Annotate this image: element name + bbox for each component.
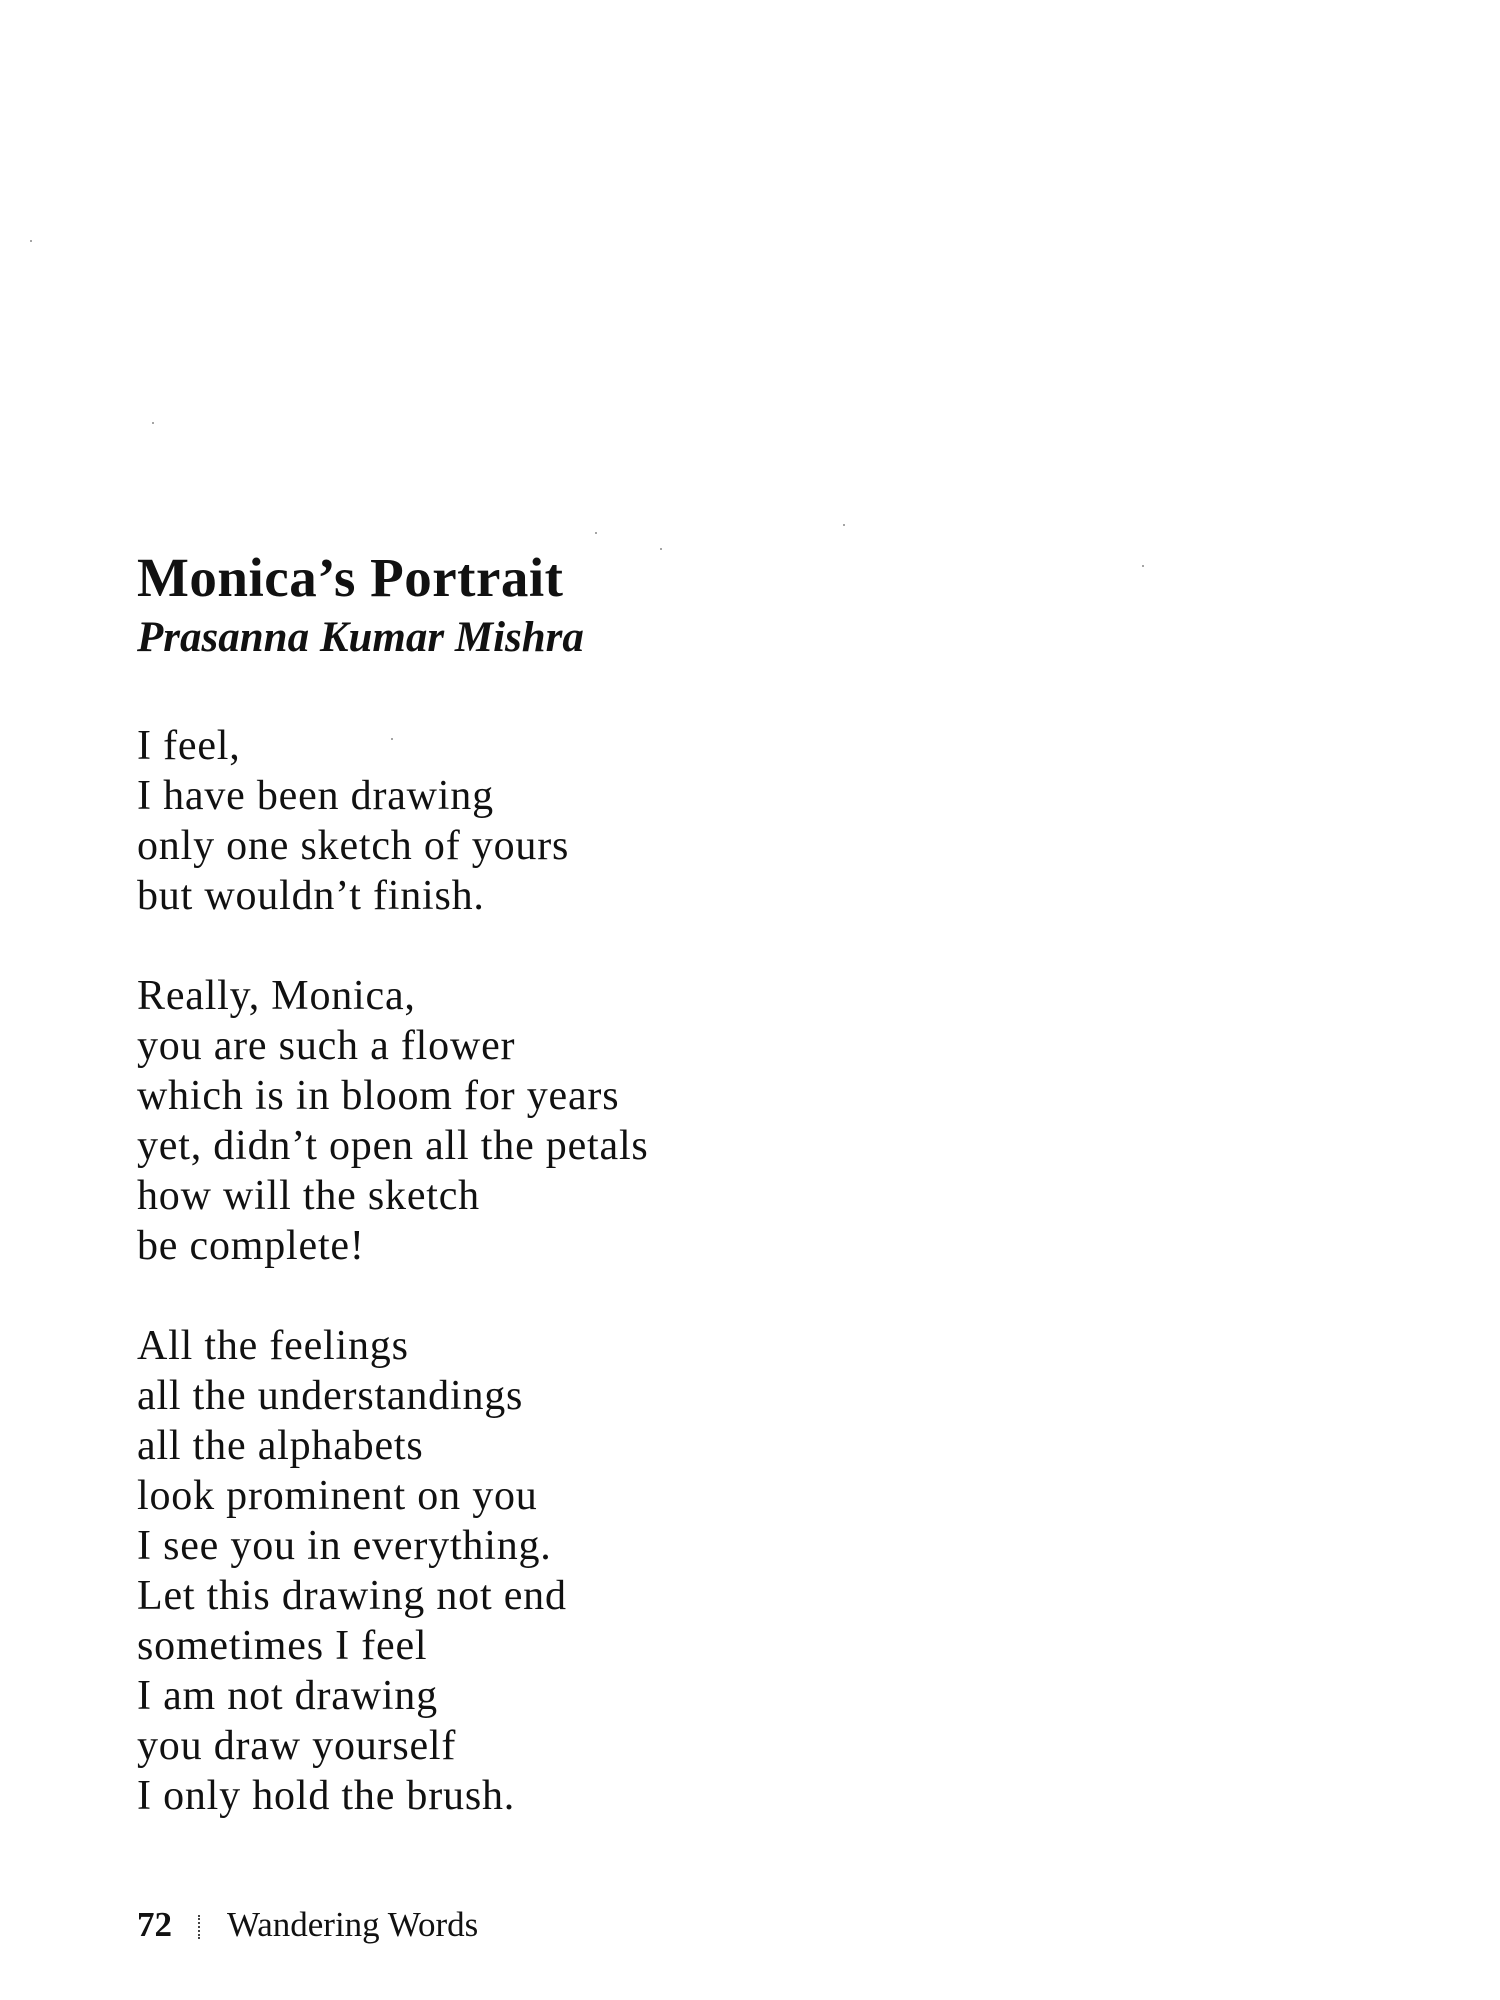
poem-line: I have been drawing bbox=[137, 773, 494, 819]
poem-line: but wouldn’t finish. bbox=[137, 873, 485, 919]
stanza bbox=[137, 721, 1337, 921]
poem-line: All the feelings bbox=[137, 1323, 409, 1369]
footer-separator bbox=[198, 1915, 203, 1939]
poem-line: yet, didn’t open all the petals bbox=[137, 1123, 649, 1169]
scan-speck bbox=[30, 240, 32, 242]
stanza bbox=[137, 1321, 1337, 1821]
poem-author: Prasanna Kumar Mishra bbox=[137, 614, 584, 661]
poem-line: I feel, bbox=[137, 723, 241, 769]
poem-line: which is in bloom for years bbox=[137, 1073, 620, 1119]
poem-line: how will the sketch bbox=[137, 1173, 480, 1219]
page-footer bbox=[137, 1905, 478, 1945]
poem-line: you are such a flower bbox=[137, 1023, 516, 1069]
poem-line: I am not drawing bbox=[137, 1673, 438, 1719]
poem-line: all the understandings bbox=[137, 1373, 524, 1419]
poem-line: only one sketch of yours bbox=[137, 823, 570, 869]
poem-line: sometimes I feel bbox=[137, 1623, 428, 1669]
poem-line: be complete! bbox=[137, 1223, 365, 1269]
poem-line: Really, Monica, bbox=[137, 973, 416, 1019]
scan-speck bbox=[1142, 565, 1144, 567]
stanza bbox=[137, 971, 1337, 1271]
poem-line: all the alphabets bbox=[137, 1423, 424, 1469]
book-title: Wandering Words bbox=[227, 1905, 479, 1944]
poem-body bbox=[137, 721, 1337, 1871]
poem-title: Monica’s Portrait bbox=[137, 547, 564, 608]
scan-speck bbox=[595, 532, 597, 534]
page-number: 72 bbox=[137, 1905, 172, 1944]
poem-line: you draw yourself bbox=[137, 1723, 457, 1769]
poem-line: I see you in everything. bbox=[137, 1523, 552, 1569]
scan-speck bbox=[660, 548, 662, 550]
poem-line: look prominent on you bbox=[137, 1473, 538, 1519]
scan-speck bbox=[152, 422, 154, 424]
poem-line: Let this drawing not end bbox=[137, 1573, 567, 1619]
scan-speck bbox=[843, 524, 845, 526]
poem-line: I only hold the brush. bbox=[137, 1773, 516, 1819]
